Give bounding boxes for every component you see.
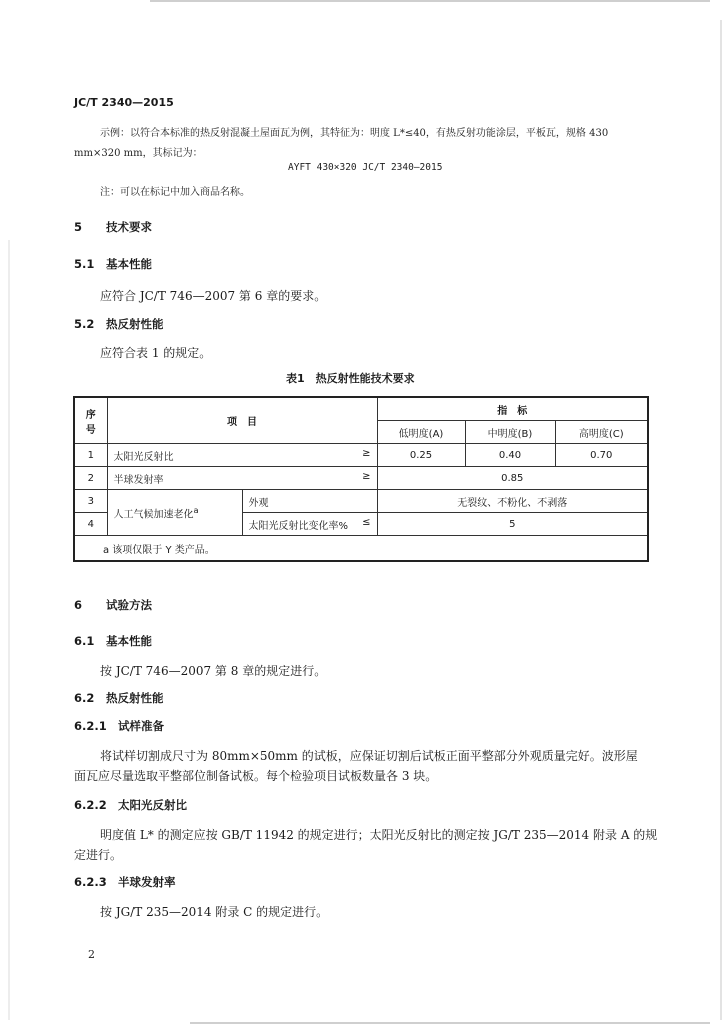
row-subitem — [242, 513, 377, 536]
example-line-1: 示例：以符合本标准的热反射混凝土屋面瓦为例，其特征为：明度 L*≤40，有热反射功能涂层，平板瓦，规格 430 — [100, 128, 609, 139]
operator-symbol: ≤ — [362, 516, 371, 528]
section-number: 5.1 — [74, 257, 95, 271]
operator-symbol: ≥ — [362, 447, 371, 459]
section-number: 6.1 — [74, 634, 95, 648]
section-title: 试验方法 — [106, 598, 152, 612]
standard-code: JC/T 2340—2015 — [74, 96, 174, 109]
value-all: 无裂纹、不粉化、不剥落 — [377, 490, 648, 513]
value-all: 0.85 — [377, 467, 648, 490]
row-seq: 2 — [74, 467, 107, 490]
section-6-heading — [74, 597, 152, 613]
header-high-lightness: 高明度(C) — [555, 421, 648, 444]
value-mid: 0.40 — [465, 444, 555, 467]
row-group-item — [107, 490, 242, 536]
section-title: 太阳光反射比 — [118, 798, 187, 812]
example-line-2: mm×320 mm，其标记为： — [74, 148, 203, 159]
section-title: 基本性能 — [106, 634, 152, 648]
scan-edge-right — [720, 20, 722, 1020]
table-footnote-row — [74, 536, 648, 562]
section-6-2-2-line-1: 明度值 L* 的测定应按 GB/T 11942 的规定进行；太阳光反射比的测定按 JG/T 235—2014 附录 A 的规 — [100, 828, 658, 842]
table-row — [74, 490, 648, 513]
section-title: 半球发射率 — [118, 875, 176, 889]
row-seq: 1 — [74, 444, 107, 467]
section-number: 6.2.3 — [74, 875, 107, 889]
row-item — [107, 467, 377, 490]
table-caption: 表1 热反射性能技术要求 — [286, 372, 415, 385]
section-title: 热反射性能 — [106, 691, 164, 705]
section-6-2-3-text: 按 JG/T 235—2014 附录 C 的规定进行。 — [100, 905, 329, 919]
page-number: 2 — [88, 948, 95, 961]
section-title: 技术要求 — [106, 220, 152, 234]
value-all: 5 — [377, 513, 648, 536]
section-title: 试样准备 — [118, 719, 164, 733]
footnote-marker: a — [193, 504, 199, 515]
item-label: 半球发射率 — [113, 474, 164, 486]
section-5-2-text: 应符合表 1 的规定。 — [100, 346, 212, 360]
section-number: 5 — [74, 220, 83, 234]
scan-edge-top — [150, 0, 710, 2]
row-item — [107, 444, 377, 467]
section-5-1-heading — [74, 256, 152, 272]
section-5-heading — [74, 219, 152, 235]
section-number: 6.2 — [74, 691, 95, 705]
header-indicator: 指 标 — [377, 397, 648, 421]
scan-edge-left — [8, 240, 10, 1020]
row-seq: 4 — [74, 513, 107, 536]
section-6-2-1-line-2: 面瓦应尽量选取平整部位制备试板。每个检验项目试板数量各 3 块。 — [74, 769, 438, 783]
section-title: 热反射性能 — [106, 317, 164, 331]
section-6-2-1-heading — [74, 718, 164, 734]
section-6-1-text: 按 JC/T 746—2007 第 8 章的规定进行。 — [100, 664, 327, 678]
header-mid-lightness: 中明度(B) — [465, 421, 555, 444]
table-row — [74, 444, 648, 467]
row-subitem: 外观 — [242, 490, 377, 513]
section-title: 基本性能 — [106, 257, 152, 271]
example-mark: AYFT 430×320 JC/T 2340—2015 — [288, 162, 443, 173]
item-label: 太阳光反射比 — [113, 451, 174, 463]
section-5-1-text: 应符合 JC/T 746—2007 第 6 章的要求。 — [100, 289, 327, 303]
value-high: 0.70 — [555, 444, 648, 467]
section-6-2-heading — [74, 690, 164, 706]
section-5-2-heading — [74, 316, 164, 332]
table-footnote: a 该项仅限于 Y 类产品。 — [74, 536, 648, 562]
operator-symbol: ≥ — [362, 470, 371, 482]
row-seq: 3 — [74, 490, 107, 513]
value-low: 0.25 — [377, 444, 465, 467]
item-label: 太阳光反射比变化率% — [248, 520, 349, 532]
table-header-row — [74, 397, 648, 421]
table-row — [74, 467, 648, 490]
spec-table — [73, 396, 649, 562]
section-6-2-1-line-1: 将试样切割成尺寸为 80mm×50mm 的试板，应保证切割后试板正面平整部分外观质量完好。波形屋 — [100, 749, 638, 763]
section-6-2-2-line-2: 定进行。 — [74, 848, 123, 862]
section-6-2-2-heading — [74, 797, 187, 813]
section-6-1-heading — [74, 633, 152, 649]
section-number: 6.2.2 — [74, 798, 107, 812]
section-6-2-3-heading — [74, 874, 176, 890]
section-number: 6.2.1 — [74, 719, 107, 733]
section-number: 6 — [74, 598, 83, 612]
header-low-lightness: 低明度(A) — [377, 421, 465, 444]
header-item: 项 目 — [107, 397, 377, 444]
group-label: 人工气候加速老化 — [113, 509, 194, 521]
example-note: 注：可以在标记中加入商品名称。 — [100, 187, 250, 198]
header-seq: 序号 — [74, 397, 107, 444]
section-number: 5.2 — [74, 317, 95, 331]
